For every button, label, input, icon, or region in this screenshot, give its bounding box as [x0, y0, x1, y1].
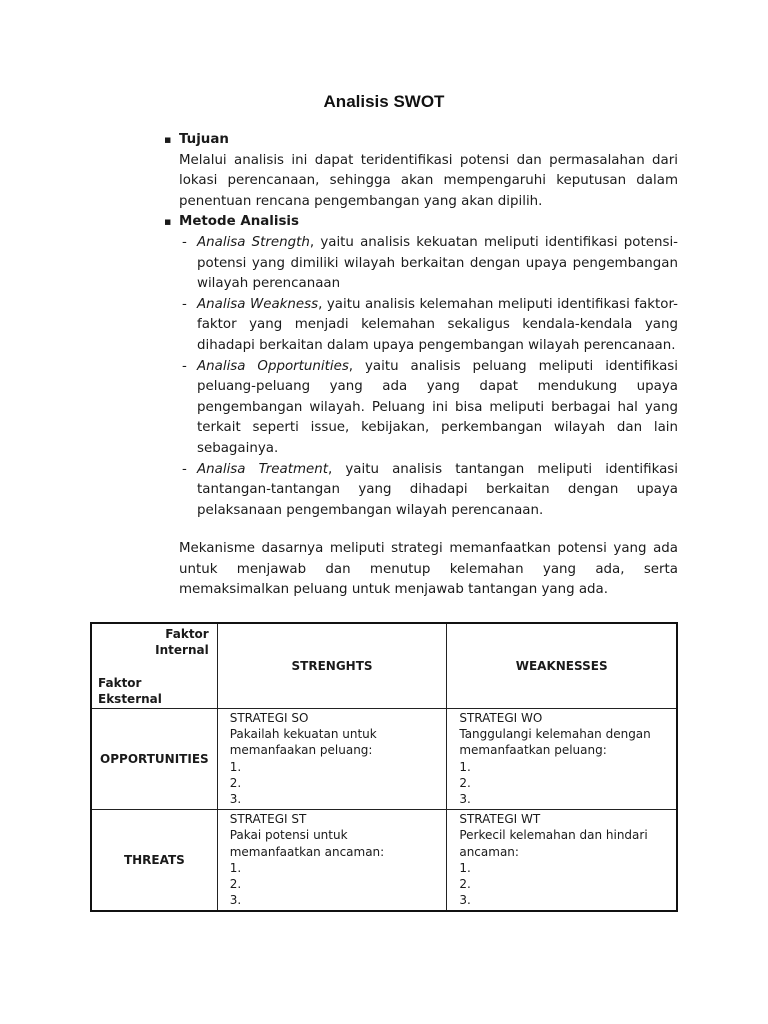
mekanisme-paragraph: Mekanisme dasarnya meliputi strategi memanfaatkan potensi yang ada untuk menjawab dan menutup kelemahan yang ada, serta memaksimalkan peluang untuk menjawab tantangan yang ada.	[179, 541, 678, 598]
term-desc: , yaitu analisis peluang meliputi identifikasi peluang-peluang yang ada yang dapat mendukung upaya pengembangan wilayah. Peluang ini bisa meliputi berbagai hal yang terkait seperti issue, kebijakan, perkembangan wilayah dan lain sebagainya.	[197, 358, 678, 456]
table-header-row	[91, 623, 677, 709]
term-label: Analisa Weakness	[197, 296, 319, 312]
dash-icon: -	[182, 234, 187, 250]
section-metode	[160, 212, 678, 233]
document-body	[160, 130, 678, 601]
tujuan-text: Melalui analisis ini dapat teridentifikasi potensi dan permasalahan dari lokasi perencanaan, sehingga akan mempengaruhi keputusan dalam penentuan rencana pengembangan yang akan dipilih.	[179, 152, 678, 209]
threats-header: THREATS	[91, 810, 217, 912]
strengths-header: STRENGHTS	[217, 623, 447, 709]
metode-heading: Metode Analisis	[179, 214, 299, 230]
section-tujuan	[160, 130, 678, 212]
metode-item-strength	[160, 233, 678, 295]
swot-matrix-table	[90, 622, 678, 912]
term-label: Analisa Strength	[197, 234, 310, 250]
dash-icon: -	[182, 358, 187, 374]
tujuan-heading: Tujuan	[179, 132, 229, 147]
term-label: Analisa Treatment	[197, 461, 328, 477]
faktor-internal-label: Faktor Internal	[155, 627, 209, 657]
term-desc: , yaitu analisis kekuatan meliputi identifikasi potensi-potensi yang dimiliki wilayah berkaitan dengan upaya pengembangan wilayah perencanaan	[197, 234, 679, 292]
strategi-st-cell: STRATEGI ST Pakai potensi untuk memanfaatkan ancaman: 1. 2. 3.	[217, 810, 447, 912]
strategi-wt-cell: STRATEGI WT Perkecil kelemahan dan hindari ancaman: 1. 2. 3.	[447, 810, 677, 912]
weaknesses-header: WEAKNESSES	[447, 623, 677, 709]
document-title: Analisis SWOT	[323, 92, 445, 111]
term-label: Analisa Opportunities	[197, 358, 349, 374]
table-row-threats	[91, 810, 677, 912]
metode-item-weakness	[160, 295, 678, 357]
opportunities-header: OPPORTUNITIES	[91, 709, 217, 810]
strategi-so-cell: STRATEGI SO Pakailah kekuatan untuk memanfaakan peluang: 1. 2. 3.	[217, 709, 447, 810]
corner-cell	[91, 623, 217, 709]
table-row-opportunities	[91, 709, 677, 810]
dash-icon: -	[182, 296, 187, 312]
metode-item-treatment	[160, 460, 678, 522]
faktor-eksternal-label: Faktor Eksternal	[98, 676, 162, 706]
term-desc: , yaitu analisis kelemahan meliputi identifikasi faktor-faktor yang menjadi kelemahan sekaligus kendala-kendala yang dihadapi berkaitan dalam upaya pengembangan wilayah perencanaan.	[197, 296, 678, 353]
term-desc: , yaitu analisis tantangan meliputi identifikasi tantangan-tantangan yang dihadapi berkaitan dengan upaya pelaksanaan pengembangan wilayah perencanaan.	[197, 461, 679, 518]
dash-icon: -	[182, 461, 187, 477]
bullet-icon: ▪	[164, 133, 172, 146]
strategi-wo-cell: STRATEGI WO Tanggulangi kelemahan dengan memanfaatkan peluang: 1. 2. 3.	[447, 709, 677, 810]
bullet-icon: ▪	[164, 215, 172, 229]
metode-item-opportunities	[160, 357, 678, 460]
